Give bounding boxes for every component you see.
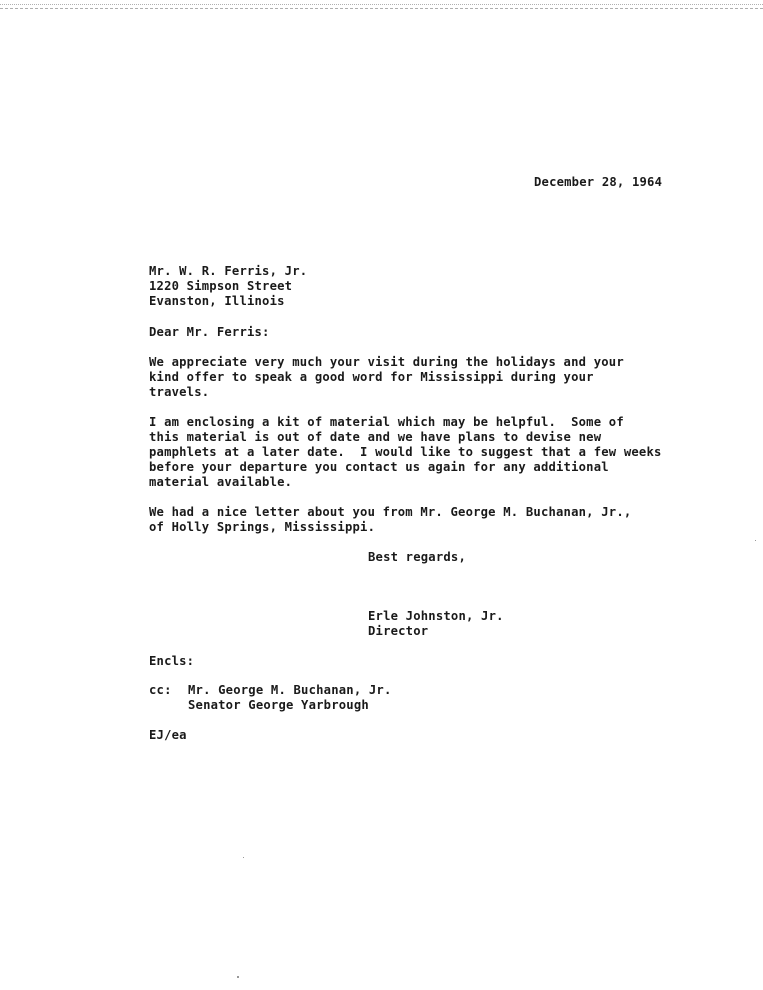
cc-label: cc: bbox=[149, 683, 172, 697]
body-line: I am enclosing a kit of material which may be helpful. Some of bbox=[149, 415, 624, 429]
recipient-street: 1220 Simpson Street bbox=[149, 279, 293, 293]
page-top-edge-shadow bbox=[0, 2, 763, 5]
signer-title: Director bbox=[368, 624, 429, 638]
cc-recipient: Mr. George M. Buchanan, Jr. bbox=[188, 683, 392, 697]
cc-recipient: Senator George Yarbrough bbox=[188, 698, 369, 712]
recipient-city: Evanston, Illinois bbox=[149, 294, 285, 308]
body-line: pamphlets at a later date. I would like to suggest that a few weeks bbox=[149, 445, 662, 459]
body-line: kind offer to speak a good word for Mississippi during your bbox=[149, 370, 594, 384]
closing: Best regards, bbox=[368, 550, 466, 564]
enclosure-note: Encls: bbox=[149, 654, 195, 668]
recipient-name: Mr. W. R. Ferris, Jr. bbox=[149, 264, 308, 278]
body-line: material available. bbox=[149, 475, 293, 489]
body-line: travels. bbox=[149, 385, 210, 399]
body-line: We appreciate very much your visit during the holidays and your bbox=[149, 355, 624, 369]
letter-date: December 28, 1964 bbox=[534, 175, 663, 189]
body-line: of Holly Springs, Mississippi. bbox=[149, 520, 376, 534]
paper-speck bbox=[237, 976, 239, 978]
body-line: We had a nice letter about you from Mr. George M. Buchanan, Jr., bbox=[149, 505, 632, 519]
paper-speck bbox=[755, 540, 756, 541]
paper-speck bbox=[243, 857, 244, 858]
salutation: Dear Mr. Ferris: bbox=[149, 325, 270, 339]
body-line: before your departure you contact us again for any additional bbox=[149, 460, 609, 474]
body-line: this material is out of date and we have plans to devise new bbox=[149, 430, 602, 444]
typist-initials: EJ/ea bbox=[149, 728, 187, 742]
signer-name: Erle Johnston, Jr. bbox=[368, 609, 504, 623]
